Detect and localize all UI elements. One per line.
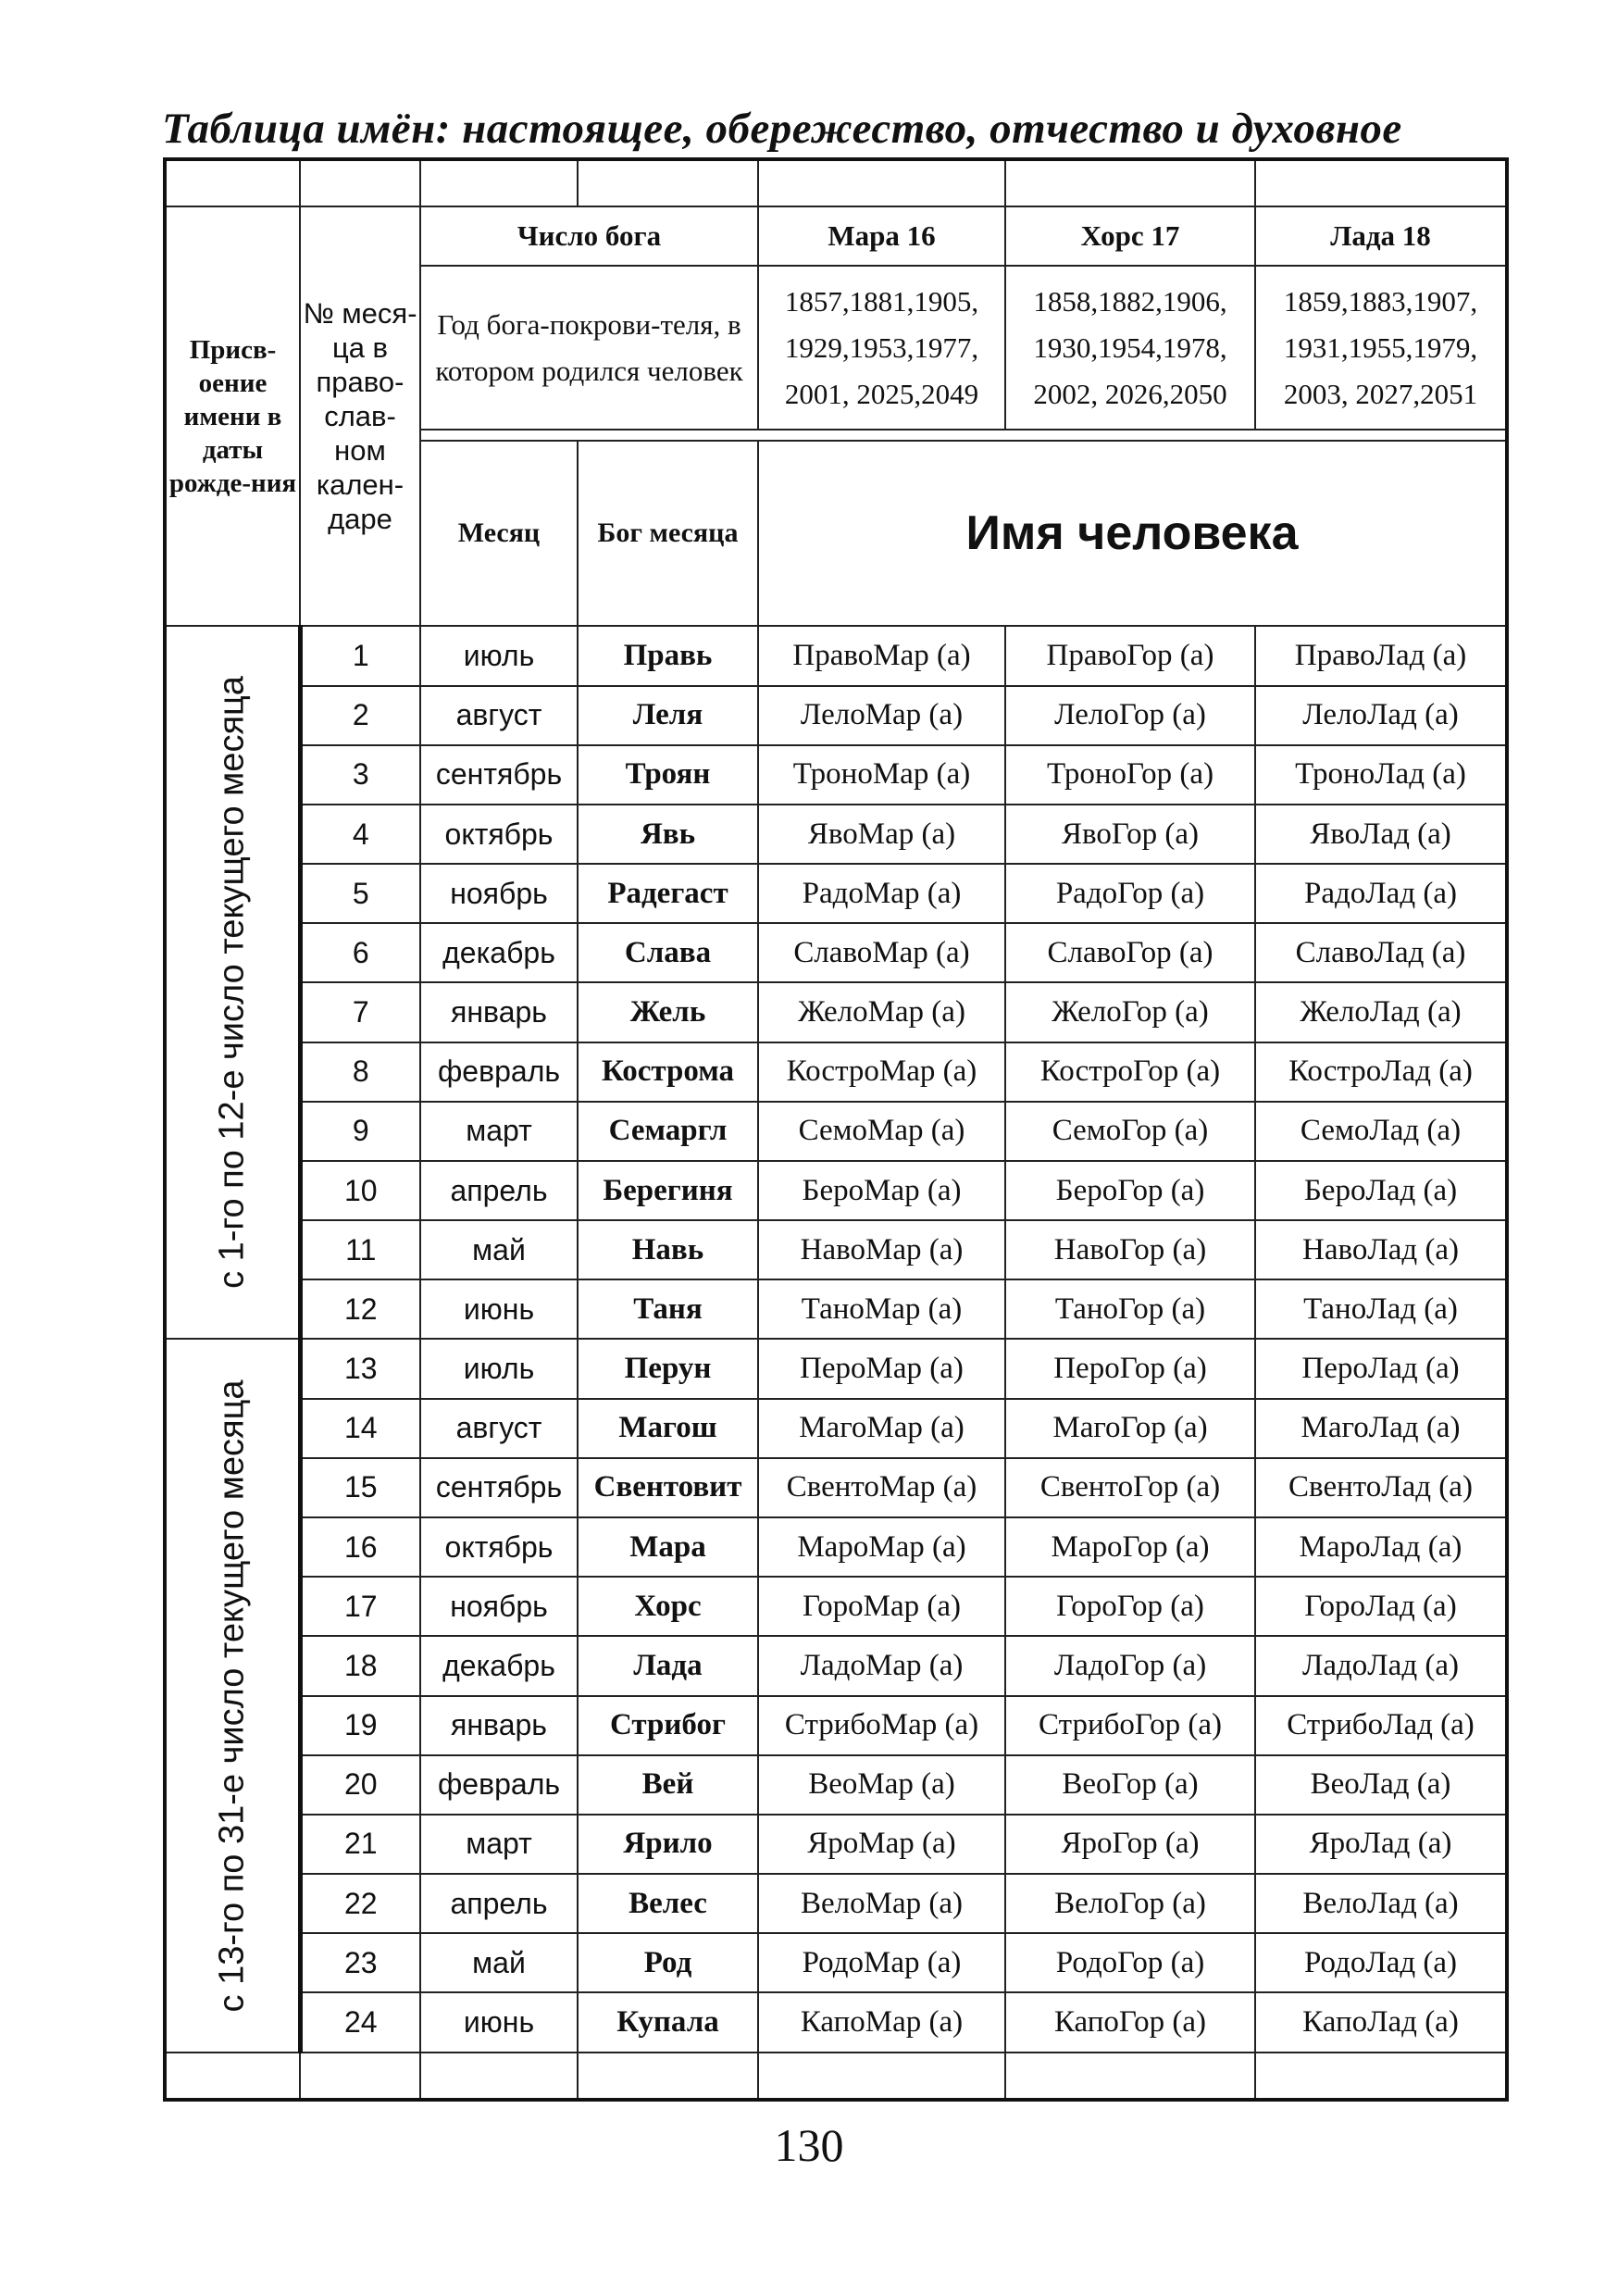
month-cell: август [420,686,578,745]
table-row [165,1458,1507,1517]
name-lada-cell: ТаноЛад (а) [1255,1279,1507,1339]
page-title: Таблица имён: настоящее, обережество, отчество и духовное [162,105,1402,153]
name-lada-cell: МароЛад (а) [1255,1517,1507,1577]
table-row [165,1161,1507,1220]
name-hors-cell: КапоГор (а) [1005,1992,1255,2052]
name-mara-cell: РодоМар (а) [758,1933,1005,1992]
name-lada-cell: ЯвоЛад (а) [1255,805,1507,864]
patron-year-label: Год бога-покрови-теля, в котором родился человек [420,266,758,430]
name-lada-cell: СлавоЛад (а) [1255,923,1507,982]
name-lada-cell: ЖелоЛад (а) [1255,982,1507,1042]
name-hors-cell: МароГор (а) [1005,1517,1255,1577]
month-number-cell: 24 [300,1992,420,2052]
name-hors-cell: СлавоГор (а) [1005,923,1255,982]
month-god-cell: Слава [578,923,758,982]
month-god-cell: Радегаст [578,864,758,923]
name-mara-cell: ПероМар (а) [758,1339,1005,1398]
month-god-cell: Берегиня [578,1161,758,1220]
empty-cell [420,2053,578,2100]
month-number-cell: 4 [300,805,420,864]
table-row [165,1933,1507,1992]
month-number-cell: 20 [300,1755,420,1815]
table-row [165,1339,1507,1398]
group-label-text: с 1-го по 12-е число текущего месяца [212,676,252,1290]
month-cell: сентябрь [420,1458,578,1517]
name-mara-cell: СемоМар (а) [758,1102,1005,1161]
name-mara-cell: ЯвоМар (а) [758,805,1005,864]
name-hors-cell: БероГор (а) [1005,1161,1255,1220]
name-lada-cell: ПероЛад (а) [1255,1339,1507,1398]
name-hors-cell: СвентоГор (а) [1005,1458,1255,1517]
name-lada-cell: НавоЛад (а) [1255,1220,1507,1279]
name-mara-cell: ЖелоМар (а) [758,982,1005,1042]
table-row [165,1517,1507,1577]
name-hors-cell: ЖелоГор (а) [1005,982,1255,1042]
name-lada-cell: СемоЛад (а) [1255,1102,1507,1161]
table-row [165,1815,1507,1874]
month-god-cell: Троян [578,745,758,805]
month-cell: январь [420,982,578,1042]
month-number-cell: 17 [300,1577,420,1636]
name-lada-cell: ТроноЛад (а) [1255,745,1507,805]
name-mara-cell: КапоМар (а) [758,1992,1005,2052]
month-god-label: Бог месяца [578,441,758,627]
month-number-cell: 6 [300,923,420,982]
name-hors-cell: НавоГор (а) [1005,1220,1255,1279]
month-number-cell: 12 [300,1279,420,1339]
spacer-row-bottom [165,2053,1507,2100]
hors-years: 1858,1882,1906, 1930,1954,1978, 2002, 2026,2050 [1005,266,1255,430]
table-row [165,1279,1507,1339]
table-row [165,1220,1507,1279]
name-hors-cell: ЯроГор (а) [1005,1815,1255,1874]
name-mara-cell: ЛелоМар (а) [758,686,1005,745]
name-mara-cell: МароМар (а) [758,1517,1005,1577]
month-god-cell: Лада [578,1636,758,1695]
name-mara-cell: СвентоМар (а) [758,1458,1005,1517]
name-mara-cell: ТаноМар (а) [758,1279,1005,1339]
name-lada-cell: КостроЛад (а) [1255,1042,1507,1102]
month-number-cell: 7 [300,982,420,1042]
month-god-cell: Семаргл [578,1102,758,1161]
name-hors-cell: СемоГор (а) [1005,1102,1255,1161]
table-row [165,1992,1507,2052]
month-number-cell: 14 [300,1399,420,1458]
month-god-cell: Магош [578,1399,758,1458]
name-mara-cell: СлавоМар (а) [758,923,1005,982]
name-mara-cell: ВелоМар (а) [758,1874,1005,1933]
month-cell: июль [420,1339,578,1398]
month-cell: декабрь [420,1636,578,1695]
month-cell: октябрь [420,1517,578,1577]
table-row [165,1042,1507,1102]
person-name-label: Имя человека [758,441,1507,627]
name-mara-cell: МагоМар (а) [758,1399,1005,1458]
page-number: 130 [774,2119,844,2171]
name-hors-cell: ВеоГор (а) [1005,1755,1255,1815]
name-hors-cell: ГороГор (а) [1005,1577,1255,1636]
name-hors-cell: КостроГор (а) [1005,1042,1255,1102]
month-god-cell: Леля [578,686,758,745]
table-row [165,805,1507,864]
month-cell: июнь [420,1992,578,2052]
month-cell: май [420,1933,578,1992]
name-lada-cell: ПравоЛад (а) [1255,626,1507,685]
name-lada-cell: РадоЛад (а) [1255,864,1507,923]
month-god-cell: Явь [578,805,758,864]
name-hors-cell: ТаноГор (а) [1005,1279,1255,1339]
month-god-cell: Жель [578,982,758,1042]
table-row [165,1399,1507,1458]
month-god-cell: Перун [578,1339,758,1398]
name-mara-cell: ПравоМар (а) [758,626,1005,685]
name-hors-cell: ВелоГор (а) [1005,1874,1255,1933]
name-mara-cell: ЛадоМар (а) [758,1636,1005,1695]
empty-cell [1255,2053,1507,2100]
group-label-text: с 13-го по 31-е число текущего месяца [212,1379,252,2012]
name-mara-cell: ЯроМар (а) [758,1815,1005,1874]
month-cell: апрель [420,1874,578,1933]
month-number-label: № меся-ца в право-слав-ном кален-даре [300,206,420,626]
name-mara-cell: ГороМар (а) [758,1577,1005,1636]
name-lada-cell: ЯроЛад (а) [1255,1815,1507,1874]
table-row [165,1636,1507,1695]
month-god-cell: Мара [578,1517,758,1577]
month-cell: февраль [420,1755,578,1815]
god-number-label: Число бога [420,206,758,266]
god-lada-header: Лада 18 [1255,206,1507,266]
name-hors-cell: РадоГор (а) [1005,864,1255,923]
month-god-cell: Свентовит [578,1458,758,1517]
name-hors-cell: ТроноГор (а) [1005,745,1255,805]
month-number-cell: 10 [300,1161,420,1220]
table-row [165,745,1507,805]
month-label: Месяц [420,441,578,627]
month-number-cell: 13 [300,1339,420,1398]
name-mara-cell: ТроноМар (а) [758,745,1005,805]
name-hors-cell: СтрибоГор (а) [1005,1696,1255,1755]
empty-cell [578,2053,758,2100]
name-mara-cell: КостроМар (а) [758,1042,1005,1102]
table-row [165,626,1507,685]
name-mara-cell: СтрибоМар (а) [758,1696,1005,1755]
mara-years: 1857,1881,1905, 1929,1953,1977, 2001, 2025,2049 [758,266,1005,430]
month-number-cell: 9 [300,1102,420,1161]
name-mara-cell: БероМар (а) [758,1161,1005,1220]
table-row [165,1102,1507,1161]
month-cell: сентябрь [420,745,578,805]
month-god-cell: Вей [578,1755,758,1815]
month-number-cell: 15 [300,1458,420,1517]
month-god-cell: Хорс [578,1577,758,1636]
table-row [165,1755,1507,1815]
month-number-cell: 1 [300,626,420,685]
name-hors-cell: МагоГор (а) [1005,1399,1255,1458]
table-row [165,1874,1507,1933]
header-row-gods [165,206,1507,266]
month-number-cell: 22 [300,1874,420,1933]
month-cell: ноябрь [420,1577,578,1636]
name-hors-cell: ЛелоГор (а) [1005,686,1255,745]
month-cell: январь [420,1696,578,1755]
name-lada-cell: ВеоЛад (а) [1255,1755,1507,1815]
month-god-cell: Купала [578,1992,758,2052]
month-cell: июнь [420,1279,578,1339]
assignment-label: Присв-оение имени в даты рожде-ния [165,206,300,626]
month-god-cell: Навь [578,1220,758,1279]
month-god-cell: Кострома [578,1042,758,1102]
month-cell: март [420,1815,578,1874]
name-lada-cell: РодоЛад (а) [1255,1933,1507,1992]
month-cell: август [420,1399,578,1458]
name-mara-cell: НавоМар (а) [758,1220,1005,1279]
month-number-cell: 11 [300,1220,420,1279]
month-cell: ноябрь [420,864,578,923]
month-number-cell: 21 [300,1815,420,1874]
empty-cell [758,2053,1005,2100]
month-number-cell: 5 [300,864,420,923]
spacer-row-top [165,159,1507,206]
name-mara-cell: ВеоМар (а) [758,1755,1005,1815]
month-cell: октябрь [420,805,578,864]
name-lada-cell: ЛадоЛад (а) [1255,1636,1507,1695]
name-lada-cell: ВелоЛад (а) [1255,1874,1507,1933]
month-god-cell: Ярило [578,1815,758,1874]
god-mara-header: Мара 16 [758,206,1005,266]
month-god-cell: Род [578,1933,758,1992]
month-god-cell: Велес [578,1874,758,1933]
month-number-cell: 18 [300,1636,420,1695]
table-row [165,982,1507,1042]
name-mara-cell: РадоМар (а) [758,864,1005,923]
name-hors-cell: РодоГор (а) [1005,1933,1255,1992]
name-lada-cell: БероЛад (а) [1255,1161,1507,1220]
month-number-cell: 19 [300,1696,420,1755]
month-cell: апрель [420,1161,578,1220]
empty-cell [300,2053,420,2100]
empty-cell [1005,2053,1255,2100]
name-hors-cell: ПравоГор (а) [1005,626,1255,685]
table-row [165,923,1507,982]
month-god-cell: Таня [578,1279,758,1339]
month-cell: март [420,1102,578,1161]
month-number-cell: 23 [300,1933,420,1992]
month-number-cell: 2 [300,686,420,745]
god-hors-header: Хорс 17 [1005,206,1255,266]
month-cell: июль [420,626,578,685]
empty-cell [165,2053,300,2100]
month-cell: декабрь [420,923,578,982]
group-label-second [165,1339,300,2052]
name-lada-cell: КапоЛад (а) [1255,1992,1507,2052]
month-god-cell: Правь [578,626,758,685]
month-number-cell: 8 [300,1042,420,1102]
name-hors-cell: ЛадоГор (а) [1005,1636,1255,1695]
table-row [165,686,1507,745]
table-row [165,864,1507,923]
name-lada-cell: СтрибоЛад (а) [1255,1696,1507,1755]
month-number-cell: 16 [300,1517,420,1577]
month-cell: май [420,1220,578,1279]
name-lada-cell: СвентоЛад (а) [1255,1458,1507,1517]
name-lada-cell: МагоЛад (а) [1255,1399,1507,1458]
month-god-cell: Стрибог [578,1696,758,1755]
name-lada-cell: ГороЛад (а) [1255,1577,1507,1636]
name-hors-cell: ПероГор (а) [1005,1339,1255,1398]
month-number-cell: 3 [300,745,420,805]
month-cell: февраль [420,1042,578,1102]
name-lada-cell: ЛелоЛад (а) [1255,686,1507,745]
lada-years: 1859,1883,1907, 1931,1955,1979, 2003, 2027,2051 [1255,266,1507,430]
table-row [165,1577,1507,1636]
group-label-first [165,626,300,1339]
names-table [163,157,1509,2102]
table-row [165,1696,1507,1755]
name-hors-cell: ЯвоГор (а) [1005,805,1255,864]
